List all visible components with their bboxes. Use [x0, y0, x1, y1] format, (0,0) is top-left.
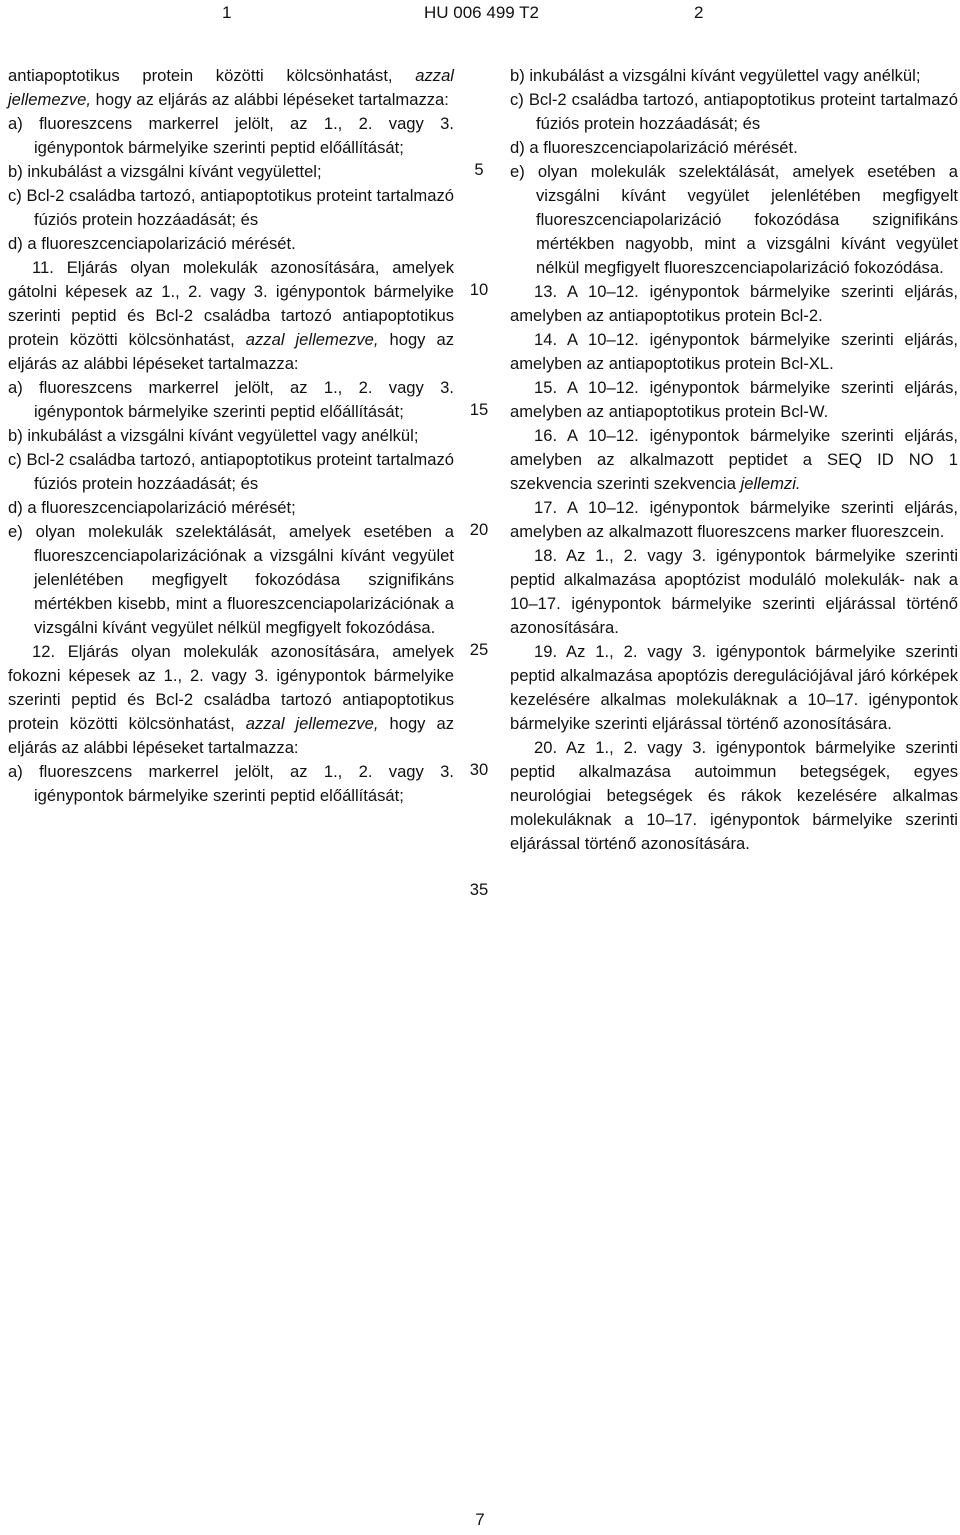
step-d: d) a fluoreszcenciapolarizáció mérését.	[8, 234, 296, 253]
claim-19: 19. Az 1., 2. vagy 3. igénypontok bármelyike szerinti peptid alkalmazása apoptózis deregulációjával járó kórképek kezelésére alkalmas molekuláknak a 10–17. igénypontok bármelyike szerinti eljárással történő azonosítására.	[510, 642, 958, 733]
left-column	[8, 64, 454, 808]
claim-11: 11. Eljárás olyan molekulák azonosítására, amelyek gátolni képesek az 1., 2. vagy 3. igénypontok bármelyike szerinti peptid és Bcl-2 családba tartozó antiapoptotikus protein közötti kölcsönhatást, azzal jellemezve, hogy az eljárás az alábbi lépéseket tartalmazza:	[8, 258, 454, 373]
claim-12-step-c: c) Bcl-2 családba tartozó, antiapoptotikus proteint tartalmazó fúziós protein hozzáadását; és	[510, 90, 958, 133]
step-b: b) inkubálást a vizsgálni kívánt vegyülettel;	[8, 162, 322, 181]
left-page-number: 1	[222, 3, 232, 22]
page-number: 7	[475, 1510, 485, 1529]
claim-12: 12. Eljárás olyan molekulák azonosítására, amelyek fokozni képesek az 1., 2. vagy 3. igénypontok bármelyike szerinti peptid és Bcl-2 családba tartozó antiapoptotikus protein közötti kölcsönhatást, azzal jellemezve, hogy az eljárás az alábbi lépéseket tartalmazza:	[8, 642, 454, 757]
line-number: 35	[469, 880, 489, 899]
line-number: 30	[469, 760, 489, 779]
line-number: 25	[469, 640, 489, 659]
claim-20: 20. Az 1., 2. vagy 3. igénypontok bármelyike szerinti peptid alkalmazása autoimmun betegségek, egyes neurológiai betegségek és rákok kezelésére alkalmas molekuláknak a 10–17. igénypontok bármelyike szerinti eljárással történő azonosítására.	[510, 738, 958, 853]
claim-12-step-d: d) a fluoreszcenciapolarizáció mérését.	[510, 138, 798, 157]
step-a: a) fluoreszcens markerrel jelölt, az 1., 2. vagy 3. igénypontok bármelyike szerinti peptid előállítását;	[8, 114, 454, 157]
claim-10-continuation: antiapoptotikus protein közötti kölcsönhatást, azzal jellemezve, hogy az eljárás az alábbi lépéseket tartalmazza:	[8, 66, 454, 109]
line-number: 15	[469, 400, 489, 419]
line-number: 5	[474, 160, 484, 179]
claim-11-step-c: c) Bcl-2 családba tartozó, antiapoptotikus proteint tartalmazó fúziós protein hozzáadását; és	[8, 450, 454, 493]
claim-13: 13. A 10–12. igénypontok bármelyike szerinti eljárás, amelyben az antiapoptotikus protein Bcl-2.	[510, 282, 958, 325]
claim-15: 15. A 10–12. igénypontok bármelyike szerinti eljárás, amelyben az antiapoptotikus protein Bcl-W.	[510, 378, 958, 421]
claim-17: 17. A 10–12. igénypontok bármelyike szerinti eljárás, amelyben az alkalmazott fluoreszcens marker fluoreszcein.	[510, 498, 958, 541]
step-c: c) Bcl-2 családba tartozó, antiapoptotikus proteint tartalmazó fúziós protein hozzáadását; és	[8, 186, 454, 229]
right-column	[510, 64, 958, 856]
claim-11-step-a: a) fluoreszcens markerrel jelölt, az 1., 2. vagy 3. igénypontok bármelyike szerinti peptid előállítását;	[8, 378, 454, 421]
line-number: 20	[469, 520, 489, 539]
claim-12-step-e: e) olyan molekulák szelektálását, amelyek esetében a vizsgálni kívánt vegyület jelenlétében megfigyelt fluoreszcenciapolarizáció fokozódása szignifikáns mértékben nagyobb, mint a vizsgálni kívánt vegyület nélkül megfigyelt fluoreszcenciapolarizáció fokozódása.	[510, 162, 958, 277]
claim-11-step-e: e) olyan molekulák szelektálását, amelyek esetében a fluoreszcenciapolarizációnak a vizsgálni kívánt vegyület jelenlétében megfigyelt fokozódása szignifikáns mértékben kisebb, mint a fluoreszcenciapolarizációnak a vizsgálni kívánt vegyület nélkül megfigyelt fokozódása.	[8, 522, 454, 637]
claim-12-step-a: a) fluoreszcens markerrel jelölt, az 1., 2. vagy 3. igénypontok bármelyike szerinti peptid előállítását;	[8, 762, 454, 805]
claim-18: 18. Az 1., 2. vagy 3. igénypontok bármelyike szerinti peptid alkalmazása apoptózist moduláló molekulák- nak a 10–17. igénypontok bármelyike szerinti eljárással történő azonosítására.	[510, 546, 958, 637]
document-id: HU 006 499 T2	[424, 3, 539, 22]
claim-16: 16. A 10–12. igénypontok bármelyike szerinti eljárás, amelyben az alkalmazott peptidet a SEQ ID NO 1 szekvencia szerinti szekvencia jellemzi.	[510, 426, 958, 493]
claim-11-step-b: b) inkubálást a vizsgálni kívánt vegyülettel vagy anélkül;	[8, 426, 419, 445]
claim-11-step-d: d) a fluoreszcenciapolarizáció mérését;	[8, 498, 296, 517]
claim-12-step-b: b) inkubálást a vizsgálni kívánt vegyülettel vagy anélkül;	[510, 66, 921, 85]
line-number: 10	[469, 280, 489, 299]
right-page-number: 2	[694, 3, 704, 22]
page-header	[0, 0, 960, 30]
claim-14: 14. A 10–12. igénypontok bármelyike szerinti eljárás, amelyben az antiapoptotikus protein Bcl-XL.	[510, 330, 958, 373]
